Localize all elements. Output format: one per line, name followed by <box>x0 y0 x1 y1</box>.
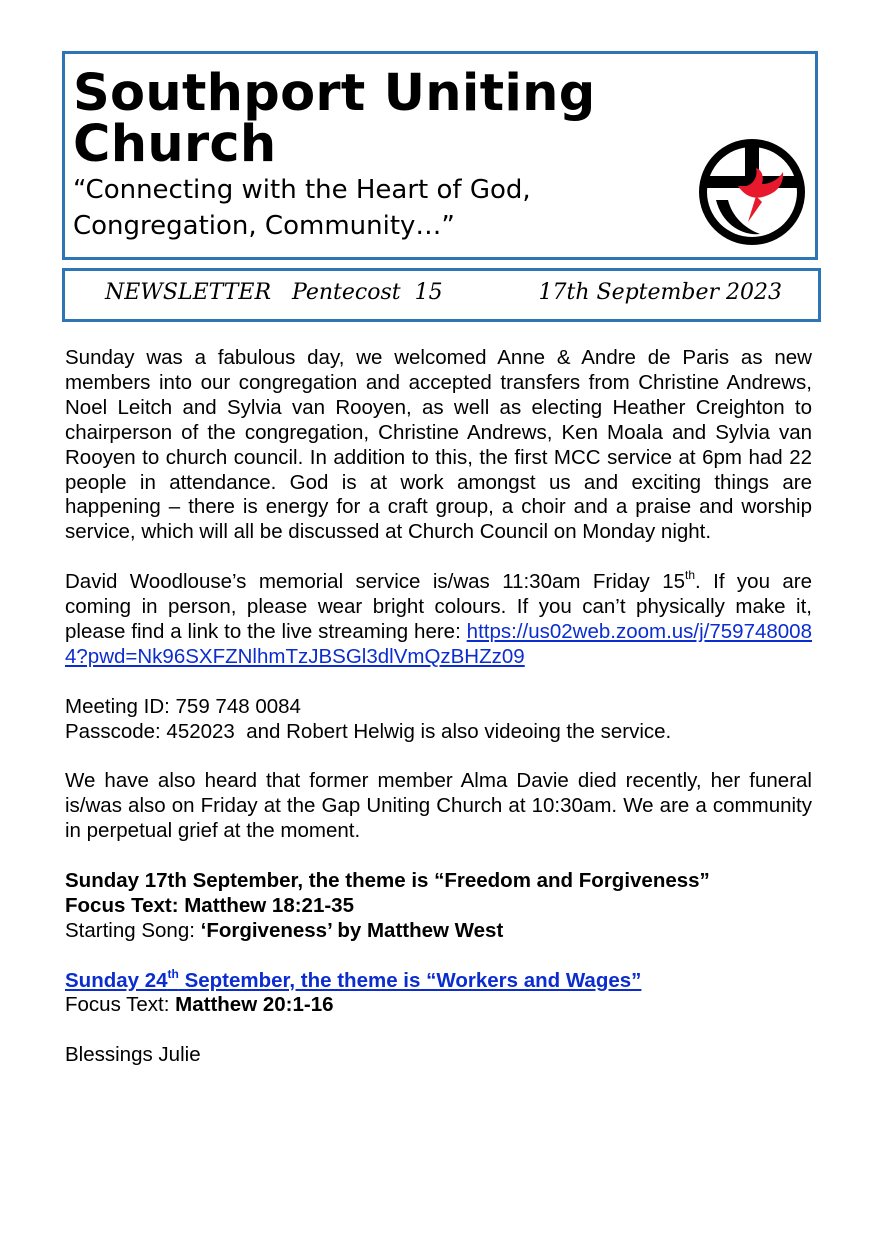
focus-label: Focus Text: <box>65 993 176 1017</box>
church-name: Southport Uniting Church <box>73 64 596 174</box>
passcode: Passcode: 452023 and Robert Helwig is also videoing the service. <box>65 719 672 743</box>
ordinal-suffix: th <box>685 568 696 583</box>
sunday-24-focus <box>65 993 812 1018</box>
song-label: Starting Song: <box>65 918 201 942</box>
sunday-24-start: Sunday 24 <box>65 968 168 992</box>
song-title: ‘Forgiveness’ by Matthew West <box>200 918 504 942</box>
sunday-17-section <box>65 869 812 944</box>
focus-text: Matthew 20:1-16 <box>175 993 334 1017</box>
memorial-text-start: David Woodlouse’s memorial service is/was 11:30am Friday 15 <box>65 570 686 594</box>
zoom-link[interactable]: https://us02web.zoom.us/j/7597480084?pwd=Nk96SXFZNlhmTzJBSGl3dlVmQzBHZz09 <box>65 619 812 668</box>
sunday-17-heading: Sunday 17th September, the theme is “Freedom and Forgiveness” <box>65 868 710 892</box>
meeting-id: Meeting ID: 759 748 0084 <box>65 694 301 718</box>
uniting-church-logo-icon <box>696 136 808 248</box>
memorial-text-end: . If you are coming in person, please wear bright colours. If you can’t physically make it, please find a link to the live streaming here: <box>65 570 812 643</box>
welcome-paragraph: Sunday was a fabulous day, we welcomed Anne & Andre de Paris as new members into our congregation and accepted transfers from Christine Andrews, Noel Leitch and Sylvia van Rooyen, as well as electing Heather Creighton to chairperson of the congregation, Christine Andrews, Ken Moala and Sylvia van Rooyen to church council. In addition to this, the first MCC service at 6pm had 22 people in attendance. God is at work amongst us and exciting things are happening – there is energy for a craft group, a choir and a praise and worship service, which will all be discussed at Church Council on Monday night. <box>65 346 812 544</box>
issue-bar <box>62 268 821 322</box>
sunday-24-section <box>65 966 812 1019</box>
tagline: “Connecting with the Heart of God, Congregation, Community…” <box>73 175 531 241</box>
sunday-24-heading-link[interactable] <box>65 966 812 994</box>
newsletter-date: 17th September 2023 <box>538 280 782 305</box>
newsletter-issue: NEWSLETTER Pentecost 15 <box>105 280 443 305</box>
condolence-paragraph: We have also heard that former member Alma Davie died recently, her funeral is/was also on Friday at the Gap Uniting Church at 10:30am. We are a community in perpetual grief at the moment. <box>65 769 812 843</box>
sunday-17-song <box>65 919 812 944</box>
memorial-paragraph <box>65 570 812 670</box>
meeting-details <box>65 695 812 745</box>
masthead <box>62 51 818 260</box>
sunday-24-end: September, the theme is “Workers and Wages” <box>178 968 642 992</box>
signoff: Blessings Julie <box>65 1043 201 1067</box>
newsletter-body <box>65 346 812 1093</box>
ordinal-suffix: th <box>167 966 179 981</box>
sunday-17-focus: Focus Text: Matthew 18:21-35 <box>65 893 354 917</box>
